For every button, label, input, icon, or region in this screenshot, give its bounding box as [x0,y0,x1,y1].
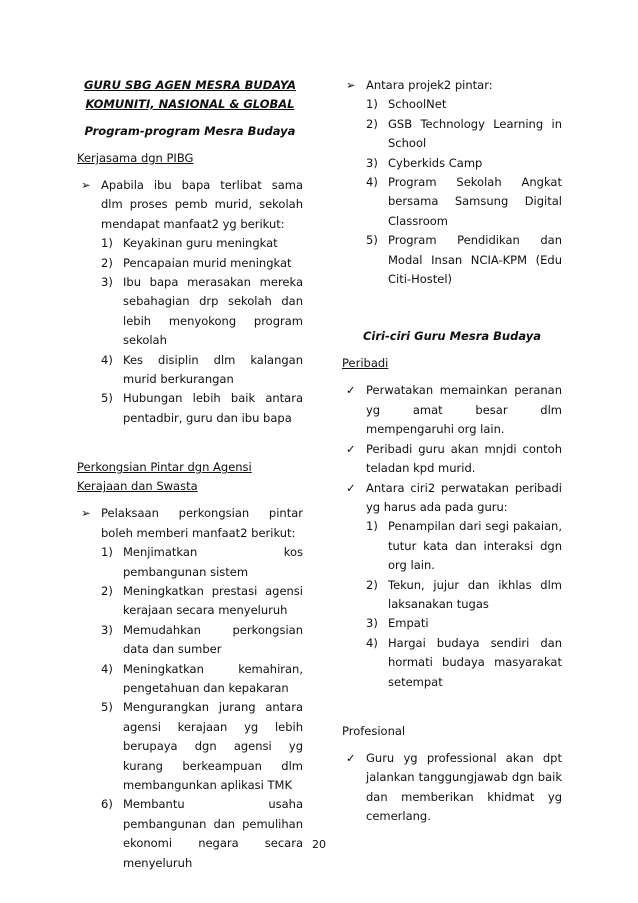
heading-peribadi: Peribadi [342,356,389,371]
right-column [342,76,562,827]
heading-perkongsian-pintar: Perkongsian Pintar dgn Agensi Kerajaan dan Swasta [77,460,252,494]
list-item: 1) Penampilan dari segi pakaian, tutur kata dan interaksi dgn org lain. [366,519,562,573]
list-item: 3) Cyberkids Camp [366,155,483,170]
list-item: 2) Meningkatkan prestasi agensi kerajaan secara menyeluruh [101,583,303,618]
check-icon: ✓ [346,480,356,495]
list-pibg-benefits [77,234,303,428]
bullet-text: Guru yg professional akan dpt jalankan tanggungjawab dgn baik dan memberikan khidmat yg cemerlang. [366,750,562,824]
list-item: 1) SchoolNet [366,97,447,112]
bullet-projek-pintar [342,76,562,95]
bullet-peribadi-3 [342,479,562,518]
check-icon: ✓ [346,383,356,398]
list-item: 6) Membantu usaha pembangunan dan pemulihan ekonomi negara secara menyeluruh [101,797,303,870]
list-item: 1) Menjimatkan kos pembangunan sistem [101,545,303,579]
document-title-line-1: GURU SBG AGEN MESRA BUDAYA [84,78,296,92]
heading-kerjasama-pibg: Kerjasama dgn PIBG [77,151,194,165]
bullet-text: Antara projek2 pintar: [366,78,493,92]
arrow-bullet-icon: ➢ [81,506,91,521]
list-item: 1) Keyakinan guru meningkat [101,236,278,251]
list-item: 4) Kes disiplin dlm kalangan murid berkurangan [101,352,303,387]
list-item: 3) Memudahkan perkongsian data dan sumber [101,622,303,657]
list-ciri-peribadi [342,517,562,692]
bullet-peribadi-2 [342,440,562,479]
bullet-pibg [77,176,303,234]
document-title-line-2: KOMUNITI, NASIONAL & GLOBAL [85,97,295,111]
list-item: 5) Hubungan lebih baik antara pentadbir, guru dan ibu bapa [101,391,303,425]
bullet-profesional [342,749,562,827]
bullet-perkongsian [77,504,303,543]
list-item: 4) Program Sekolah Angkat bersama Samsung Digital Classroom [366,175,562,228]
list-projek-pintar [342,95,562,289]
arrow-bullet-icon: ➢ [81,178,91,192]
bullet-text: Apabila ibu bapa terlibat sama dlm proses pemb murid, sekolah mendapat manfaat2 yg berikut: [101,178,303,231]
section-subtitle-program: Program-program Mesra Budaya [84,124,296,138]
list-item: 3) Ibu bapa merasakan mereka sebahagian drp sekolah dan lebih menyokong program sekolah [101,275,303,348]
list-item: 2) Tekun, jujur dan ikhlas dlm laksanakan tugas [366,577,562,611]
list-item: 3) Empati [366,616,429,631]
heading-profesional: Profesional [342,723,406,738]
list-item: 5) Mengurangkan jurang antara agensi kerajaan yg lebih berupaya dgn agensi yg kurang berkeampuan dlm membangunkan aplikasi TMK [101,700,303,792]
check-icon: ✓ [346,441,356,456]
bullet-text: Perwatakan memainkan peranan yg amat besar dlm mempengaruhi org lain. [366,383,562,437]
list-item: 2) GSB Technology Learning in School [366,116,562,151]
list-perkongsian-benefits [77,543,303,873]
left-column [77,76,303,873]
section-subtitle-ciri: Ciri-ciri Guru Mesra Budaya [362,329,541,344]
bullet-text: Pelaksaan perkongsian pintar boleh memberi manfaat2 berikut: [101,506,303,540]
list-item: 2) Pencapaian murid meningkat [101,255,292,270]
list-item: 5) Program Pendidikan dan Modal Insan NCIA-KPM (Edu Citi-Hostel) [366,233,562,287]
list-item: 4) Meningkatkan kemahiran, pengetahuan dan kepakaran [101,661,303,695]
bullet-peribadi-1 [342,381,562,439]
check-icon: ✓ [346,750,356,765]
bullet-text: Peribadi guru akan mnjdi contoh teladan kpd murid. [366,441,562,476]
arrow-bullet-icon: ➢ [346,78,356,92]
list-item: 4) Hargai budaya sendiri dan hormati budaya masyarakat setempat [366,635,562,689]
bullet-text: Antara ciri2 perwatakan peribadi yg harus ada pada guru: [366,480,562,514]
page-number: 20 [312,838,326,851]
